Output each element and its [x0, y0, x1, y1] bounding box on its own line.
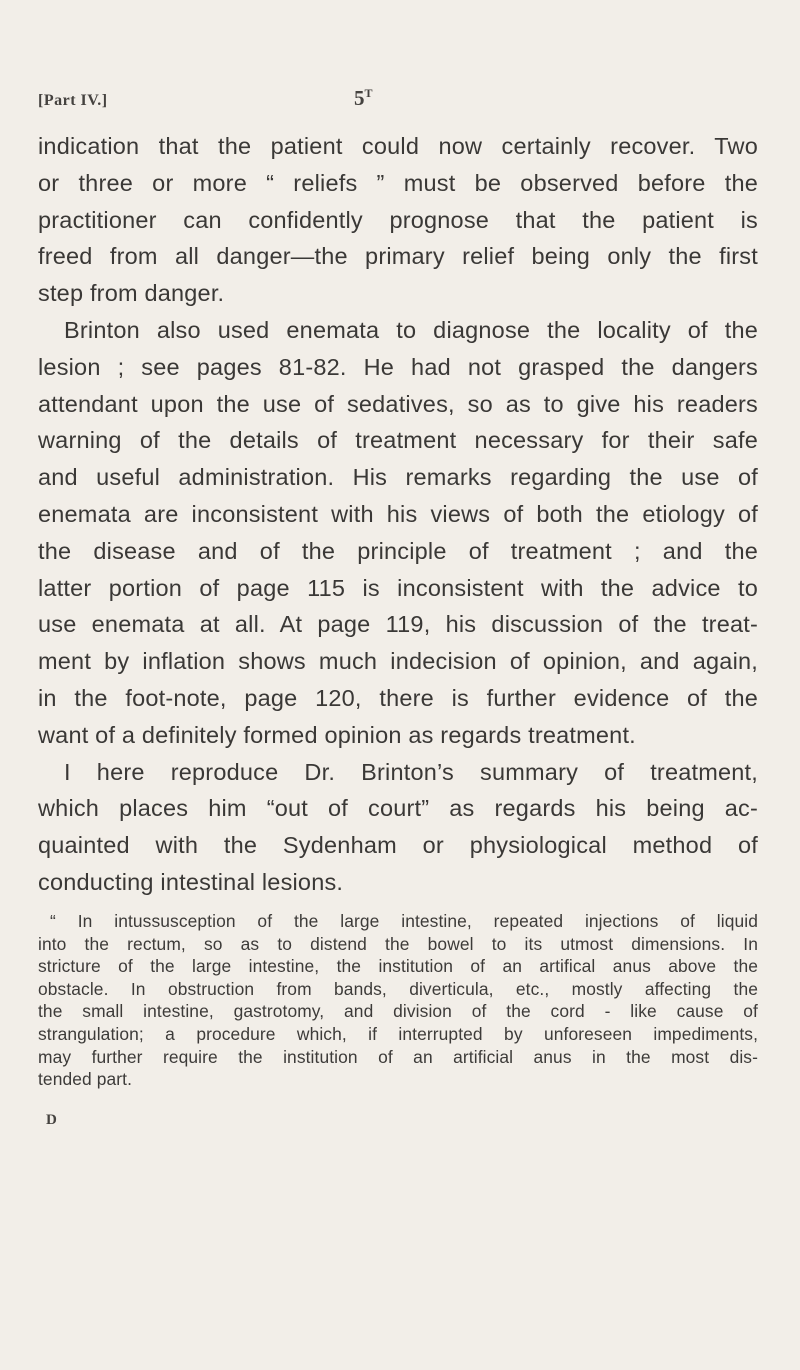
body-line: in the foot-note, page 120, there is further evidence of the — [38, 684, 758, 711]
footnote-quote — [38, 910, 758, 1091]
page-number-superscript: T — [364, 86, 373, 100]
footnote-line: the small intestine, gastrotomy, and division of the cord - like cause of — [38, 1001, 758, 1022]
body-line: warning of the details of treatment necessary for their safe — [38, 427, 758, 454]
footnote-line: stricture of the large intestine, the institution of an artifical anus above the — [38, 956, 758, 977]
body-line: latter portion of page 115 is inconsistent with the advice to — [38, 574, 758, 601]
body-line: the disease and of the principle of treatment ; and the — [38, 537, 758, 564]
body-line: use enemata at all. At page 119, his discussion of the treat- — [38, 611, 758, 638]
body-line: want of a definitely formed opinion as regards treatment. — [38, 721, 636, 748]
signature-mark: D — [46, 1112, 57, 1128]
page-header — [38, 88, 518, 118]
footnote-line: obstacle. In obstruction from bands, diverticula, etc., mostly affecting the — [38, 978, 758, 999]
body-line: and useful administration. His remarks regarding the use of — [38, 464, 758, 491]
body-line: freed from all danger—the primary relief being only the first — [38, 243, 758, 270]
footnote-line: strangulation; a procedure which, if interrupted by unforeseen impediments, — [38, 1023, 758, 1044]
body-line: attendant upon the use of sedatives, so as to give his readers — [38, 390, 758, 417]
footnote-line: into the rectum, so as to distend the bowel to its utmost dimensions. In — [38, 933, 758, 954]
body-line: ment by inflation shows much indecision of opinion, and again, — [38, 648, 758, 675]
body-line: step from danger. — [38, 280, 225, 307]
part-label: [Part IV.] — [38, 92, 108, 109]
footnote-line: may further require the institution of an artificial anus in the most dis- — [38, 1046, 758, 1067]
footnote-line: “ In intussusception of the large intestine, repeated injections of liquid — [50, 911, 758, 931]
body-line: enemata are inconsistent with his views of both the etiology of — [38, 500, 758, 527]
body-line: quainted with the Sydenham or physiological method of — [38, 832, 758, 859]
page-number-main: 5 — [354, 86, 365, 110]
body-line: conducting intestinal lesions. — [38, 868, 344, 895]
body-line: Brinton also used enemata to diagnose the locality of the — [64, 316, 758, 343]
body-line: lesion ; see pages 81-82. He had not grasped the dangers — [38, 353, 758, 380]
body-line: or three or more “ reliefs ” must be observed before the — [38, 169, 758, 196]
footnote-line: tended part. — [38, 1069, 133, 1090]
body-line: which places him “out of court” as regards his being ac- — [38, 795, 758, 822]
body-text — [38, 128, 758, 901]
body-line: indication that the patient could now certainly recover. Two — [38, 133, 758, 159]
body-line: practitioner can confidently prognose that the patient is — [38, 206, 758, 233]
page-number — [354, 86, 373, 111]
body-line: I here reproduce Dr. Brinton’s summary of treatment, — [64, 758, 758, 785]
